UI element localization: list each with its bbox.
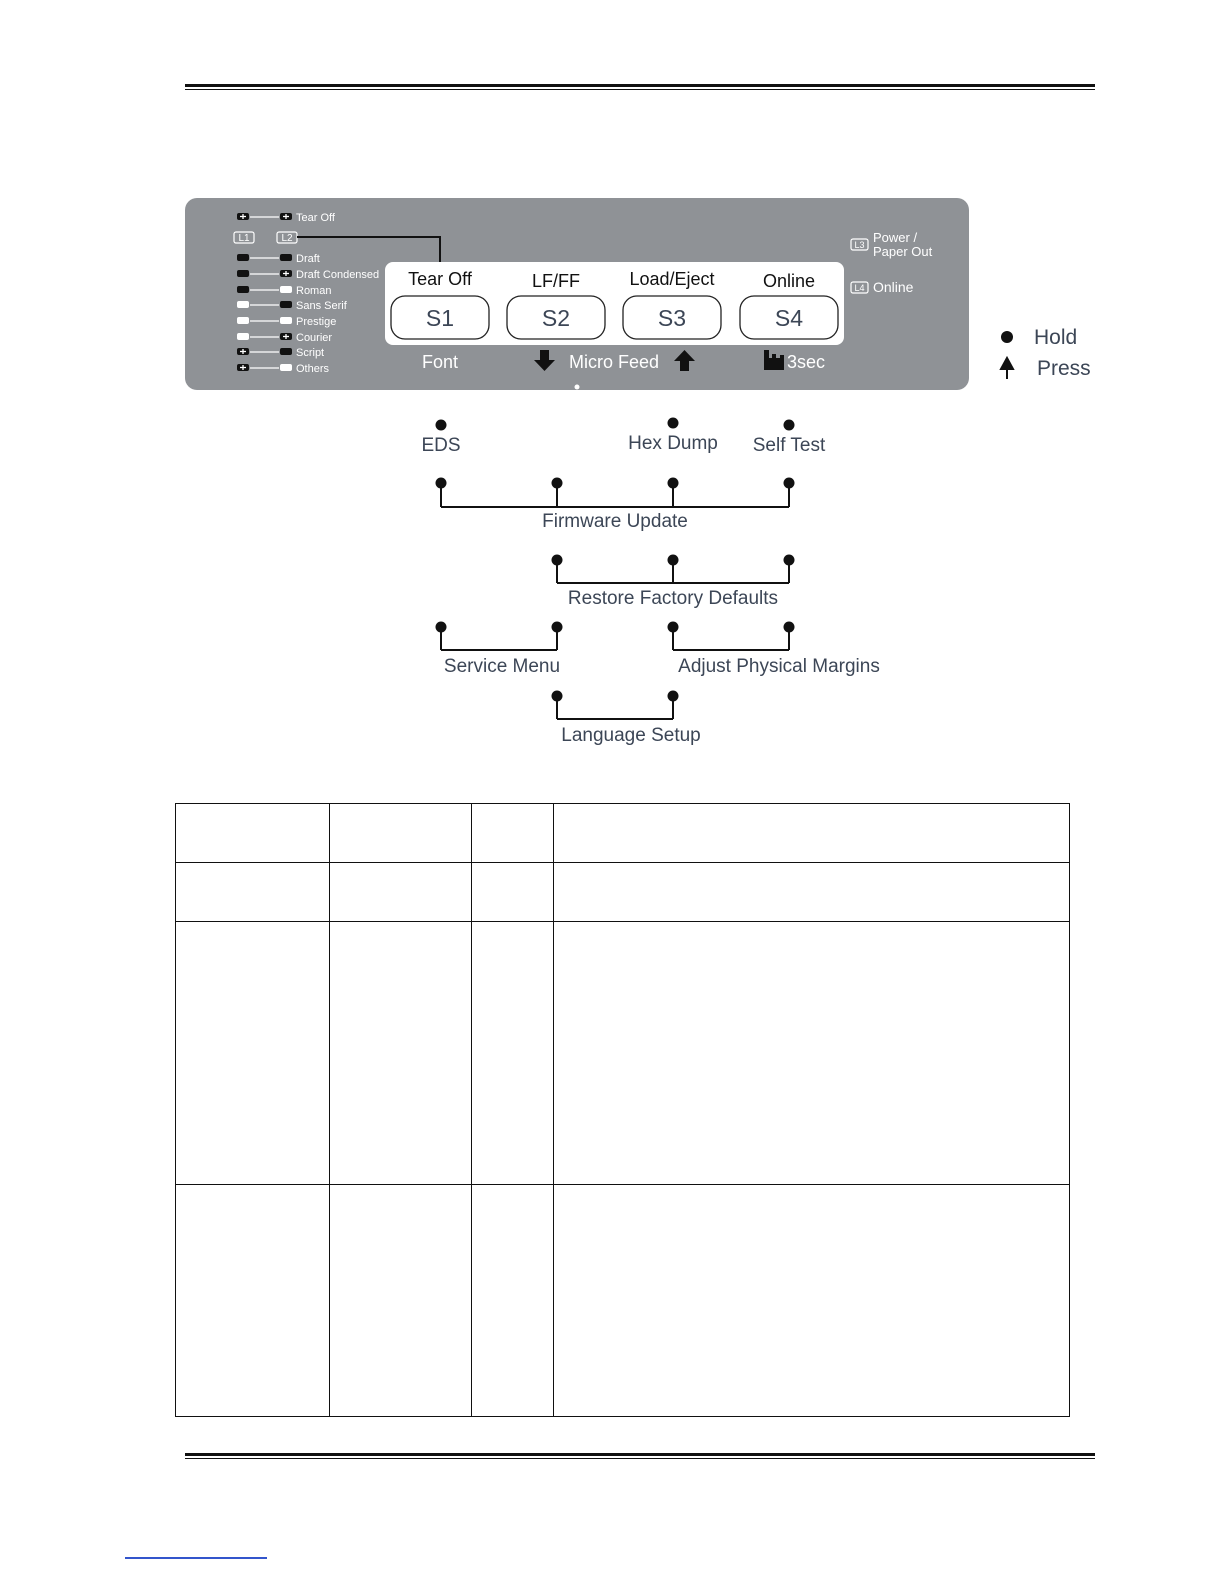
led-l4-label: L4 (854, 283, 865, 293)
footer-link-underline[interactable] (125, 1557, 267, 1559)
self-test-label: Self Test (752, 435, 826, 456)
led-l2-label: L2 (281, 233, 293, 244)
table-row (176, 922, 1070, 1185)
button-function-label: LF/FF (532, 271, 580, 291)
micro-feed-label: Micro Feed (568, 352, 660, 372)
language-setup-label: Language Setup (561, 725, 701, 746)
table-row (176, 804, 1070, 863)
button-key-label: S1 (425, 305, 455, 331)
led-l2-indicator (280, 364, 292, 371)
document-table (175, 803, 1070, 1417)
led-l1-indicator (237, 301, 249, 308)
three-sec-label: 3sec (786, 352, 826, 372)
font-led-label: Roman (296, 285, 332, 297)
button-key-label: S4 (774, 305, 804, 331)
firmware-update-combo (436, 478, 795, 508)
font-led-label: Prestige (296, 316, 337, 328)
led-l3-label: L3 (854, 240, 865, 250)
table-row (176, 863, 1070, 922)
led-l1-indicator (237, 333, 249, 340)
font-led-label: Draft Condensed (296, 269, 380, 281)
led-l1-label: L1 (238, 233, 250, 244)
font-led-label: Others (296, 363, 330, 375)
service-menu-label: Service Menu (443, 656, 561, 677)
legend-hold: Hold (1034, 326, 1078, 349)
font-led-label: Courier (296, 332, 333, 344)
led-l1-indicator (237, 270, 249, 277)
press-arrow-icon (1001, 358, 1013, 379)
button-key-label: S3 (657, 305, 687, 331)
table-row (176, 1185, 1070, 1417)
button-function-label: Load/Eject (629, 269, 715, 289)
button-function-label: Online (762, 271, 816, 291)
adjust-margins-label: Adjust Physical Margins (678, 656, 880, 677)
legend-press: Press (1037, 357, 1091, 380)
restore-defaults-combo (552, 555, 795, 584)
panel-button-s3[interactable] (623, 269, 721, 339)
led-l2-indicator (280, 286, 292, 293)
language-setup-combo (552, 691, 679, 720)
led-l2-indicator (280, 254, 292, 261)
footer-rule (185, 1453, 1095, 1459)
led-l2-indicator (280, 301, 292, 308)
hex-dump-label: Hex Dump (628, 433, 718, 454)
button-key-label: S2 (541, 305, 571, 331)
power-label-line1: Power / (873, 230, 918, 245)
font-led-label: Tear Off (296, 212, 335, 224)
led-l1-indicator (237, 286, 249, 293)
font-led-label: Draft (296, 253, 320, 265)
online-led-label: Online (873, 279, 914, 295)
eds-label: EDS (421, 435, 461, 456)
hold-dot-icon (1001, 331, 1013, 343)
power-label-line2: Paper Out (873, 244, 933, 259)
font-led-label: Script (296, 347, 325, 359)
led-l1-indicator (237, 254, 249, 261)
led-l1-indicator (237, 317, 249, 324)
led-l2-indicator (280, 348, 292, 355)
font-led-label: Sans Serif (296, 300, 347, 312)
service-menu-combo (436, 622, 563, 651)
firmware-update-label: Firmware Update (542, 511, 688, 532)
button-function-label: Tear Off (408, 269, 472, 289)
font-label: Font (421, 352, 459, 372)
led-l2-indicator (280, 317, 292, 324)
restore-defaults-label: Restore Factory Defaults (567, 588, 779, 609)
adjust-margins-combo (668, 622, 795, 651)
